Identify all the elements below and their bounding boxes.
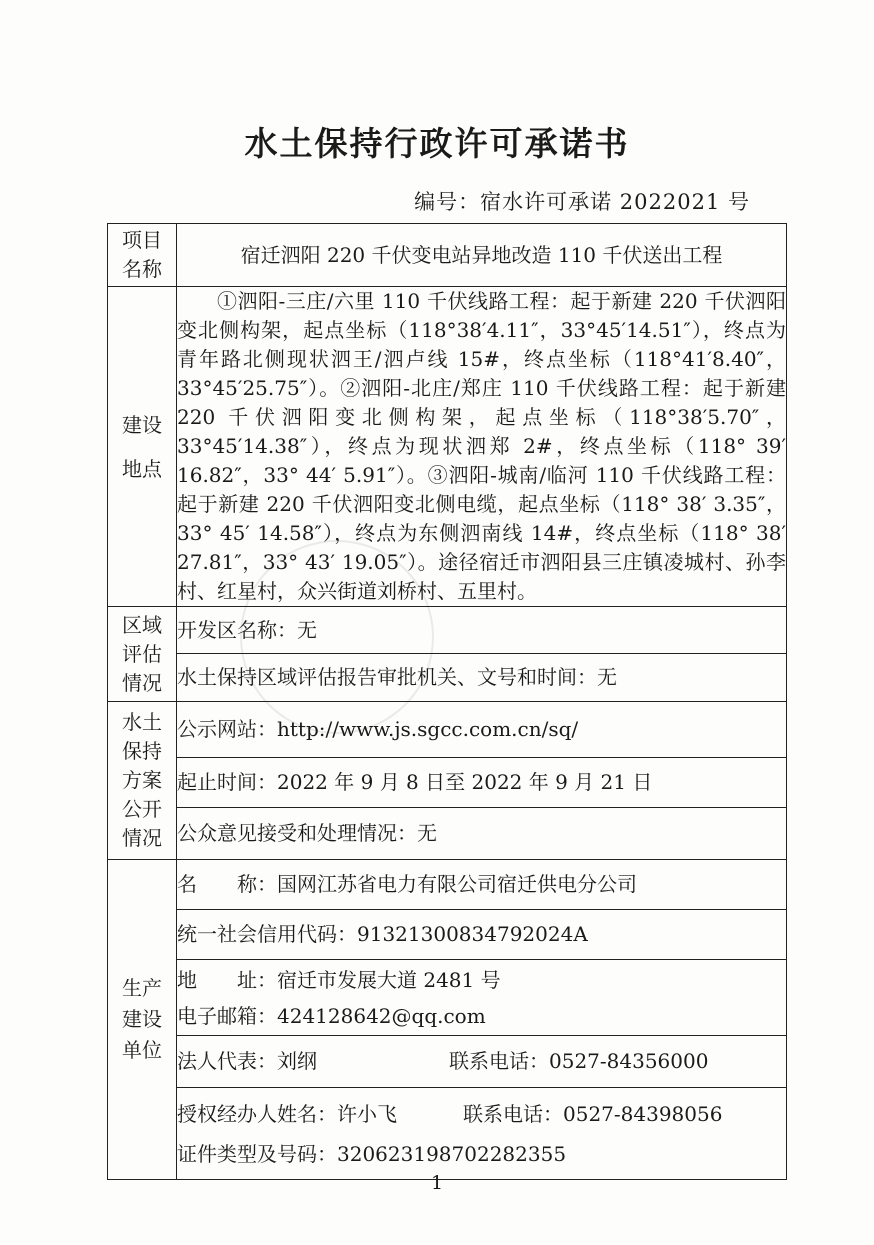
unit-address-cell bbox=[177, 960, 787, 1036]
publicity-row-3 bbox=[108, 808, 787, 860]
location-description: ①泗阳-三庄/六里 110 千伏线路工程：起于新建 220 千伏泗阳变北侧构架，起点坐标（118°38′4.11″，33°45′14.51″），终点为青年路北侧现状泗王/泗卢线 15#，终点坐标（118°41′8.40″，33°45′25.75″）。②泗阳-北庄/郑庄 110 千伏线路工程：起于新建 220 千伏泗阳变北侧构架，起点坐标（118°38′5.70″，33°45′14.38″），终点为现状泗郑 2#，终点坐标（118° 39′ 16.82″，33° 44′ 5.91″）。③泗阳-城南/临河 110 千伏线路工程：起于新建 220 千伏泗阳变北侧电缆，起点坐标（118° 38′ 3.35″，33° 45′ 14.58″），终点为东侧泗南线 14#，终点坐标（118° 38′ 27.81″，33° 43′ 19.05″）。途径宿迁市泗阳县三庄镇凌城村、孙李村、红星村，众兴街道刘桥村、五里村。 bbox=[177, 289, 786, 603]
project-name: 宿迁泗阳 220 千伏变电站异地改造 110 千伏送出工程 bbox=[177, 224, 787, 287]
unit-email: 电子邮箱：424128642@qq.com bbox=[177, 1003, 486, 1028]
public-opinions: 公众意见接受和处理情况：无 bbox=[177, 808, 787, 860]
unit-row-credit bbox=[108, 910, 787, 960]
project-label: 项目 名称 bbox=[108, 224, 177, 287]
location-row bbox=[108, 287, 787, 607]
unit-legal-cell bbox=[177, 1036, 787, 1088]
unit-name: 名 称：国网江苏省电力有限公司宿迁供电分公司 bbox=[177, 860, 787, 910]
unit-row-agent bbox=[108, 1088, 787, 1180]
project-row bbox=[108, 224, 787, 287]
unit-row-legal bbox=[108, 1036, 787, 1088]
unit-row-address bbox=[108, 960, 787, 1036]
regional-row-1 bbox=[108, 607, 787, 654]
commitment-form-table bbox=[107, 223, 787, 1180]
publicity-label: 水土 保持 方案 公开 情况 bbox=[108, 702, 177, 860]
page-number: 1 bbox=[430, 1172, 444, 1194]
document-title: 水土保持行政许可承诺书 bbox=[244, 124, 630, 163]
agent-name: 授权经办人姓名：许小飞 bbox=[177, 1101, 397, 1126]
legal-representative: 法人代表：刘纲 bbox=[177, 1049, 317, 1073]
agent-id-document: 证件类型及号码：320623198702282355 bbox=[177, 1141, 567, 1166]
regional-row-2 bbox=[108, 654, 787, 702]
legal-phone: 联系电话：0527-84356000 bbox=[449, 1049, 709, 1073]
unit-address: 地 址：宿迁市发展大道 2481 号 bbox=[177, 967, 501, 992]
unit-agent-cell bbox=[177, 1088, 787, 1180]
publicity-row-2 bbox=[108, 758, 787, 808]
publicity-website: 公示网站：http://www.js.sgcc.com.cn/sq/ bbox=[177, 702, 787, 758]
publicity-row-1 bbox=[108, 702, 787, 758]
unit-credit-code: 统一社会信用代码：91321300834792024A bbox=[177, 910, 787, 960]
location-label: 建设 地点 bbox=[108, 287, 177, 607]
document-number: 编号：宿水许可承诺 2022021 号 bbox=[414, 190, 750, 214]
unit-row-name bbox=[108, 860, 787, 910]
unit-label: 生产 建设 单位 bbox=[108, 860, 177, 1180]
location-text-cell bbox=[177, 287, 787, 607]
dev-zone-name: 开发区名称：无 bbox=[177, 607, 787, 654]
publicity-period: 起止时间：2022 年 9 月 8 日至 2022 年 9 月 21 日 bbox=[177, 758, 787, 808]
regional-label: 区域 评估 情况 bbox=[108, 607, 177, 702]
regional-approval: 水土保持区域评估报告审批机关、文号和时间：无 bbox=[177, 654, 787, 702]
agent-phone: 联系电话：0527-84398056 bbox=[463, 1101, 723, 1126]
